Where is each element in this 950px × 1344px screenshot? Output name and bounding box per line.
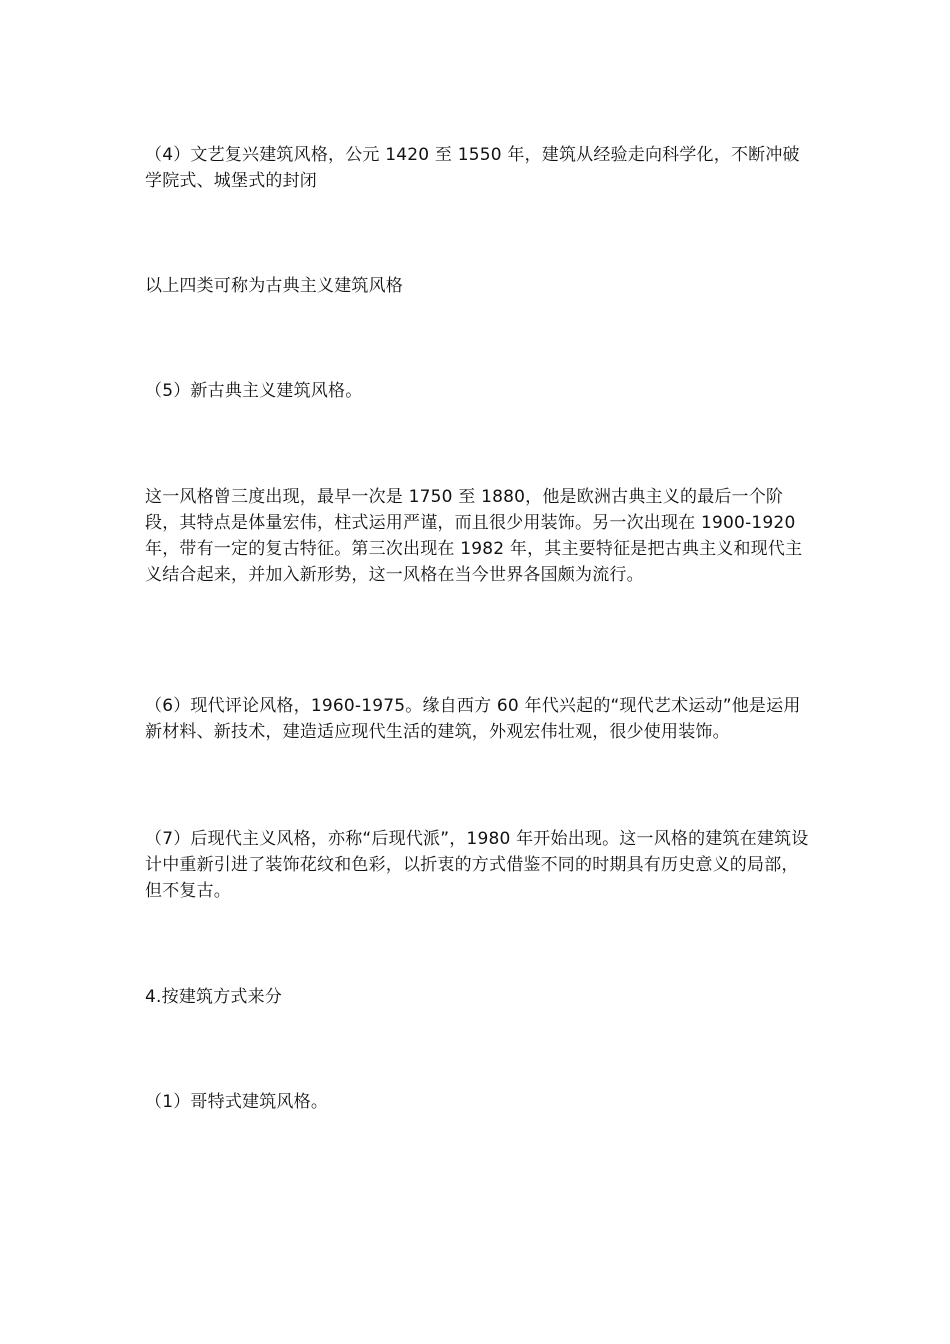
paragraph-neoclassical-description: 这一风格曾三度出现，最早一次是 1750 至 1880，他是欧洲古典主义的最后一个阶段，其特点是体量宏伟，柱式运用严谨，而且很少用装饰。另一次出现在 1900-1920 年，带有一定的复古特征。第三次出现在 1982 年，其主要特征是把古典主义和现代主义结合起来，并加入新形势，这一风格在当今世界各国颇为流行。	[145, 487, 803, 585]
heading-neoclassical-style: （5）新古典主义建筑风格。	[145, 381, 363, 401]
paragraph-classical-summary: 以上四类可称为古典主义建筑风格	[145, 276, 403, 296]
section-heading-construction-method: 4.按建筑方式来分	[145, 987, 283, 1007]
paragraph-modern-style: （6）现代评论风格，1960-1975。缘自西方 60 年代兴起的“现代艺术运动”他是运用新材料、新技术，建造适应现代生活的建筑，外观宏伟壮观，很少使用装饰。	[145, 696, 801, 742]
paragraph-renaissance-style: （4）文艺复兴建筑风格，公元 1420 至 1550 年，建筑从经验走向科学化，不断冲破学院式、城堡式的封闭	[145, 145, 800, 191]
heading-gothic-style: （1）哥特式建筑风格。	[145, 1092, 329, 1112]
paragraph-postmodern-style: （7）后现代主义风格，亦称“后现代派”，1980 年开始出现。这一风格的建筑在建筑设计中重新引进了装饰花纹和色彩，以折衷的方式借鉴不同的时期具有历史意义的局部，但不复古。	[145, 829, 809, 901]
